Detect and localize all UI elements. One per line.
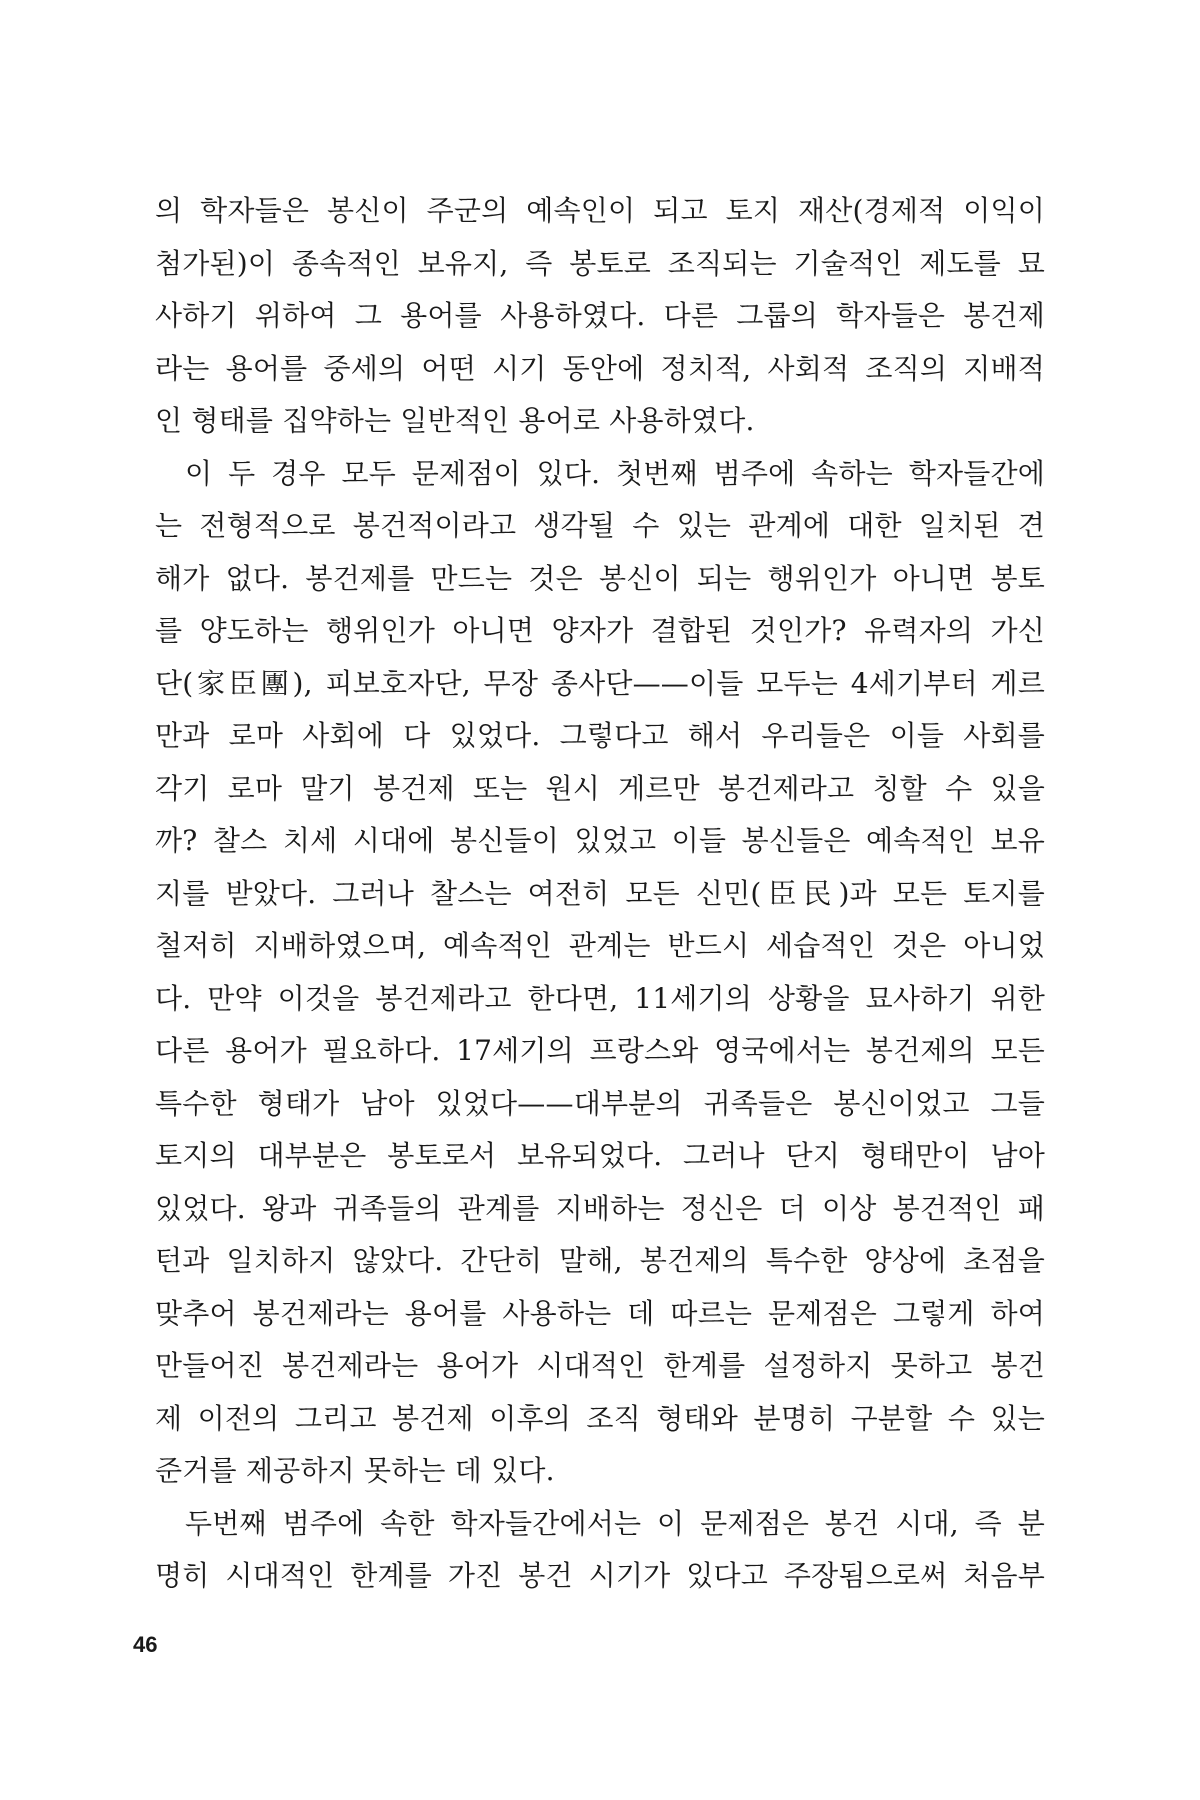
text-line: 를 양도하는 행위인가 아니면 양자가 결합된 것인가? 유력자의 가신 (155, 614, 1045, 647)
text-line: 맞추어 봉건제라는 용어를 사용하는 데 따르는 문제점은 그렇게 하여 (155, 1296, 1045, 1330)
text-line: 다. 만약 이것을 봉건제라고 한다면, 11세기의 상황을 묘사하기 위한 (155, 981, 1045, 1015)
text-line: 턴과 일치하지 않았다. 간단히 말해, 봉건제의 특수한 양상에 초점을 (155, 1244, 1045, 1277)
text-line: 있었다. 왕과 귀족들의 관계를 지배하는 정신은 더 이상 봉건적인 패 (155, 1191, 1045, 1225)
text-line: 해가 없다. 봉건제를 만드는 것은 봉신이 되는 행위인가 아니면 봉토 (155, 561, 1045, 595)
text-line: 단(家臣團), 피보호자단, 무장 종사단——이들 모두는 4세기부터 게르 (155, 666, 1045, 700)
text-line: 토지의 대부분은 봉토로서 보유되었다. 그러나 단지 형태만이 남아 (155, 1139, 1045, 1172)
text-line: 특수한 형태가 남아 있었다——대부분의 귀족들은 봉신이었고 그들 (155, 1086, 1045, 1120)
body-text (155, 185, 1045, 1603)
text-line: 만들어진 봉건제라는 용어가 시대적인 한계를 설정하지 못하고 봉건 (155, 1349, 1045, 1382)
text-line: 철저히 지배하였으며, 예속적인 관계는 반드시 세습적인 것은 아니었 (155, 929, 1045, 962)
text-line: 첨가된)이 종속적인 보유지, 즉 봉토로 조직되는 기술적인 제도를 묘 (155, 246, 1045, 280)
text-line: 까? 찰스 치세 시대에 봉신들이 있었고 이들 봉신들은 예속적인 보유 (155, 824, 1045, 857)
text-line: 의 학자들은 봉신이 주군의 예속인이 되고 토지 재산(경제적 이익이 (155, 194, 1045, 227)
text-line: 인 형태를 집약하는 일반적인 용어로 사용하였다. (155, 404, 755, 437)
text-line: 만과 로마 사회에 다 있었다. 그렇다고 해서 우리들은 이들 사회를 (155, 719, 1045, 752)
text-line: 라는 용어를 중세의 어떤 시기 동안에 정치적, 사회적 조직의 지배적 (155, 351, 1045, 385)
text-line: 두번째 범주에 속한 학자들간에서는 이 문제점은 봉건 시대, 즉 분 (185, 1506, 1045, 1540)
page-number: 46 (133, 1632, 158, 1657)
text-line: 준거를 제공하지 못하는 데 있다. (155, 1454, 555, 1487)
text-line: 다른 용어가 필요하다. 17세기의 프랑스와 영국에서는 봉건제의 모든 (155, 1034, 1045, 1067)
text-line: 제 이전의 그리고 봉건제 이후의 조직 형태와 분명히 구분할 수 있는 (155, 1401, 1045, 1435)
text-line: 이 두 경우 모두 문제점이 있다. 첫번째 범주에 속하는 학자들간에 (185, 456, 1045, 490)
text-line: 사하기 위하여 그 용어를 사용하였다. 다른 그룹의 학자들은 봉건제 (155, 299, 1045, 332)
text-line: 는 전형적으로 봉건적이라고 생각될 수 있는 관계에 대한 일치된 견 (155, 509, 1045, 542)
text-line: 지를 받았다. 그러나 찰스는 여전히 모든 신민(臣民)과 모든 토지를 (155, 876, 1045, 910)
text-line: 명히 시대적인 한계를 가진 봉건 시기가 있다고 주장됨으로써 처음부 (155, 1559, 1045, 1592)
text-line: 각기 로마 말기 봉건제 또는 원시 게르만 봉건제라고 칭할 수 있을 (155, 771, 1045, 805)
